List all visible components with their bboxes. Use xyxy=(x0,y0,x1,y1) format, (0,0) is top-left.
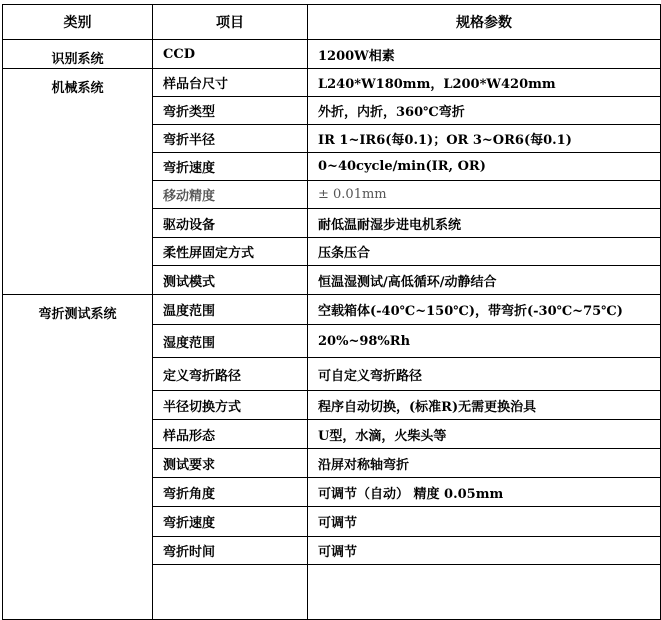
value-cell: 可调节 xyxy=(308,507,661,537)
value-cell: 外折，内折，360℃弯折 xyxy=(308,97,661,125)
value-cell: 可调节 xyxy=(308,537,661,565)
value-cell: 空载箱体(-40℃~150℃)，带弯折(-30℃~75℃) xyxy=(308,295,661,325)
category-label: 弯折测试系统 xyxy=(38,307,117,322)
value-cell: 20%~98%Rh xyxy=(308,325,661,358)
table-row xyxy=(3,40,661,69)
item-cell: 测试要求 xyxy=(153,449,308,478)
value-cell: 1200W相素 xyxy=(308,40,661,69)
header-item: 项目 xyxy=(153,5,308,40)
value-cell: U型，水滴，火柴头等 xyxy=(308,420,661,449)
category-label: 识别系统 xyxy=(51,52,104,67)
item-cell: 弯折角度 xyxy=(153,478,308,507)
item-cell: 样品台尺寸 xyxy=(153,69,308,97)
item-cell: 柔性屏固定方式 xyxy=(153,238,308,266)
value-cell: 可自定义弯折路径 xyxy=(308,358,661,391)
item-cell: 弯折半径 xyxy=(153,125,308,153)
value-cell: ± 0.01mm xyxy=(308,181,661,209)
item-cell: 测试模式 xyxy=(153,266,308,295)
value-cell: 压条压合 xyxy=(308,238,661,266)
category-cell xyxy=(3,69,153,295)
value-cell xyxy=(308,565,661,620)
category-cell xyxy=(3,40,153,69)
item-cell xyxy=(153,565,308,620)
item-cell: 移动精度 xyxy=(153,181,308,209)
item-cell: 样品形态 xyxy=(153,420,308,449)
value-cell: 程序自动切换，(标准R)无需更换治具 xyxy=(308,391,661,420)
item-cell: 弯折速度 xyxy=(153,507,308,537)
category-label: 机械系统 xyxy=(51,81,104,96)
value-cell: L240*W180mm，L200*W420mm xyxy=(308,69,661,97)
value-cell: 0~40cycle/min(IR, OR) xyxy=(308,153,661,181)
header-row xyxy=(3,5,661,40)
value-cell: 耐低温耐湿步进电机系统 xyxy=(308,209,661,238)
value-cell: 沿屏对称轴弯折 xyxy=(308,449,661,478)
value-cell: 恒温湿测试/高低循环/动静结合 xyxy=(308,266,661,295)
value-cell: IR 1~IR6(每0.1)；OR 3~OR6(每0.1) xyxy=(308,125,661,153)
item-cell: 半径切换方式 xyxy=(153,391,308,420)
item-cell: 弯折时间 xyxy=(153,537,308,565)
table-row xyxy=(3,295,661,325)
item-cell: CCD xyxy=(153,40,308,69)
value-cell: 可调节（自动） 精度 0.05mm xyxy=(308,478,661,507)
table-row xyxy=(3,69,661,97)
item-cell: 定义弯折路径 xyxy=(153,358,308,391)
spec-table xyxy=(2,4,661,620)
header-spec: 规格参数 xyxy=(308,5,661,40)
header-category: 类别 xyxy=(3,5,153,40)
item-cell: 湿度范围 xyxy=(153,325,308,358)
category-cell xyxy=(3,295,153,620)
item-cell: 弯折速度 xyxy=(153,153,308,181)
item-cell: 驱动设备 xyxy=(153,209,308,238)
item-cell: 弯折类型 xyxy=(153,97,308,125)
item-cell: 温度范围 xyxy=(153,295,308,325)
